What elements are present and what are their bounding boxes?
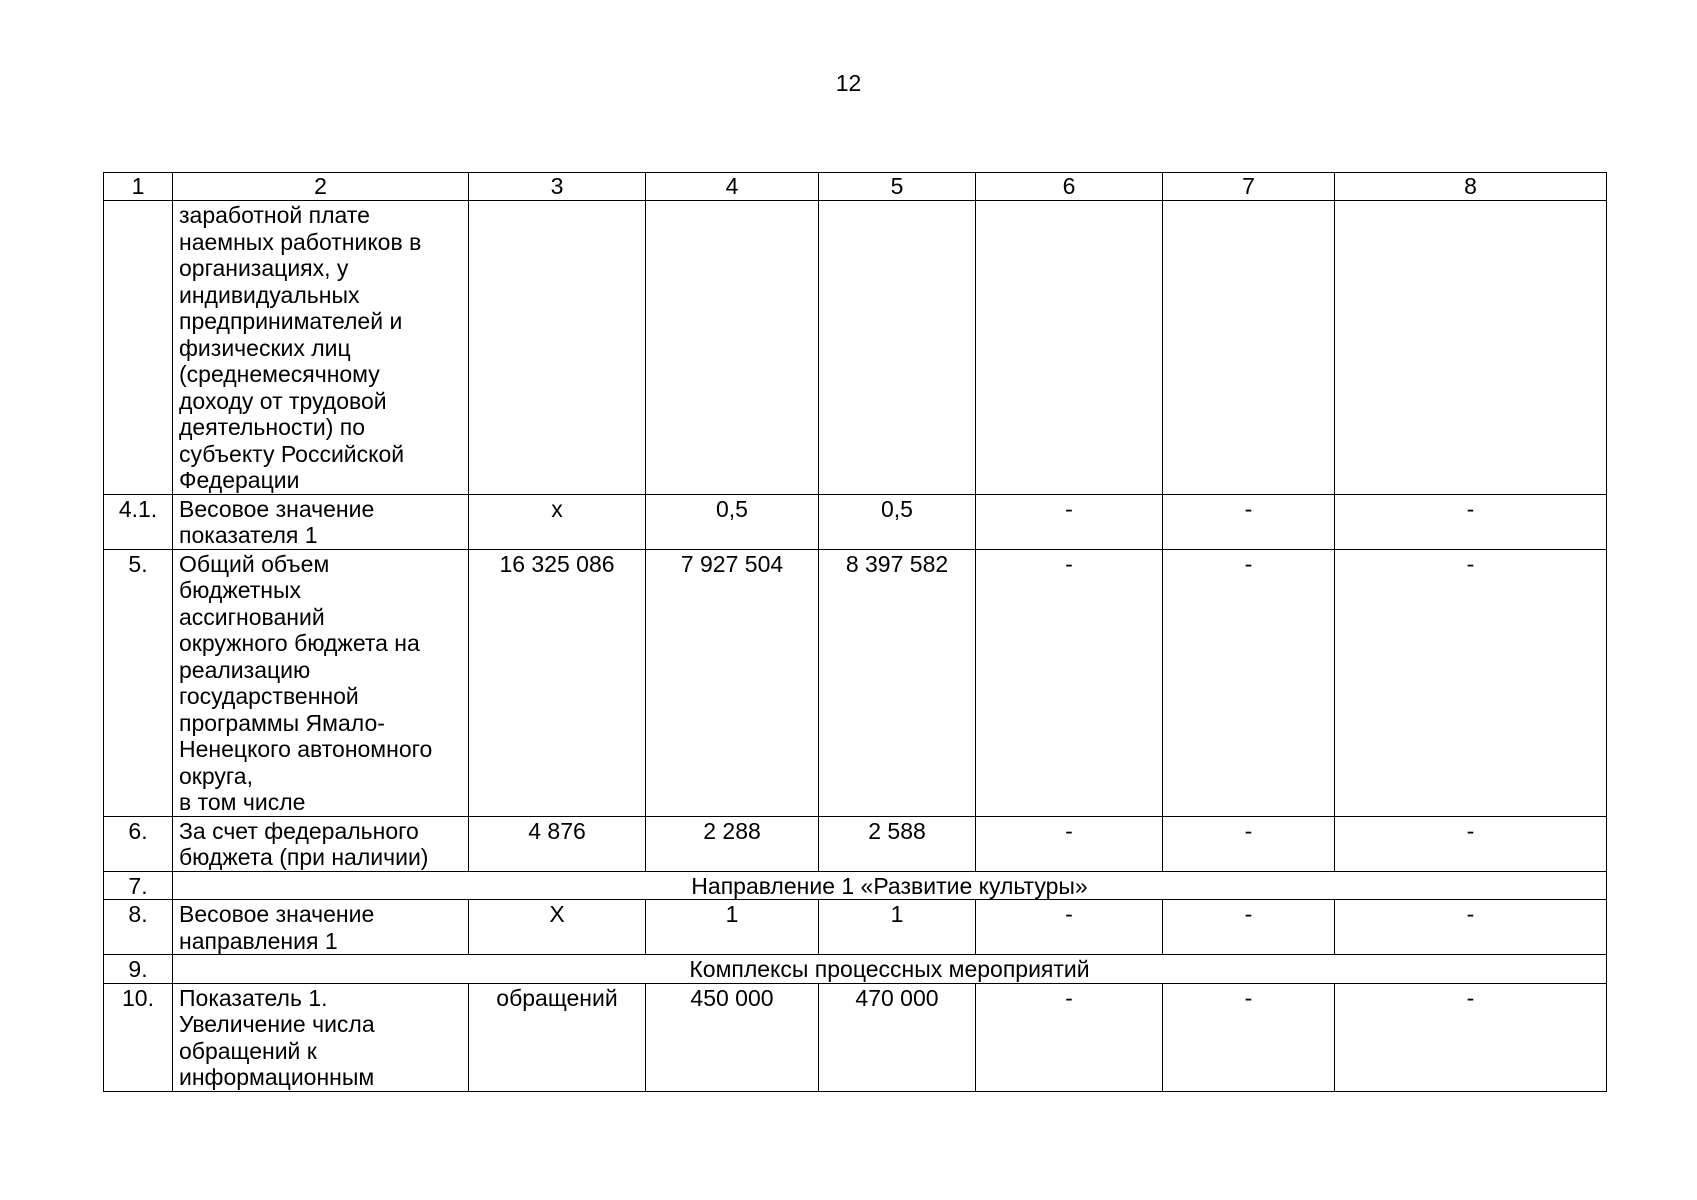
- row-number: 6.: [104, 816, 173, 871]
- cell-value: -: [976, 900, 1163, 955]
- cell-value: 0,5: [819, 494, 976, 549]
- cell-value: -: [1163, 549, 1335, 816]
- row-number: 4.1.: [104, 494, 173, 549]
- column-header: 5: [819, 173, 976, 201]
- table-row: [104, 983, 1607, 1091]
- page-number: 12: [835, 70, 862, 96]
- row-number: 8.: [104, 900, 173, 955]
- section-title: Комплексы процессных мероприятий: [173, 955, 1607, 984]
- row-number: 9.: [104, 955, 173, 984]
- cell-value: 2 588: [819, 816, 976, 871]
- cell-value: -: [1335, 494, 1607, 549]
- row-name: Общий объем бюджетных ассигнований окружного бюджета на реализацию государственной программы Ямало- Ненецкого автономного округа, в том числе: [173, 549, 469, 816]
- indicator-table: [103, 172, 1607, 1092]
- column-number-row: [104, 173, 1607, 201]
- row-name: Весовое значение показателя 1: [173, 494, 469, 549]
- cell-value: -: [976, 549, 1163, 816]
- column-header: 2: [173, 173, 469, 201]
- cell-value: [646, 201, 819, 495]
- column-header: 4: [646, 173, 819, 201]
- row-number: [104, 201, 173, 495]
- table-row: [104, 900, 1607, 955]
- column-header: 8: [1335, 173, 1607, 201]
- cell-value: -: [1335, 816, 1607, 871]
- cell-unit: обращений: [469, 983, 646, 1091]
- cell-value: 0,5: [646, 494, 819, 549]
- table-row: [104, 494, 1607, 549]
- column-header: 1: [104, 173, 173, 201]
- cell-value: 1: [819, 900, 976, 955]
- cell-value: -: [976, 983, 1163, 1091]
- cell-value: [1163, 201, 1335, 495]
- cell-value: [819, 201, 976, 495]
- cell-value: 2 288: [646, 816, 819, 871]
- cell-value: [976, 201, 1163, 495]
- cell-value: -: [1335, 983, 1607, 1091]
- section-row: [104, 871, 1607, 900]
- cell-value: -: [1163, 983, 1335, 1091]
- cell-value: [1335, 201, 1607, 495]
- cell-unit: [469, 201, 646, 495]
- cell-value: -: [1163, 900, 1335, 955]
- row-name: Показатель 1. Увеличение числа обращений к информационным: [173, 983, 469, 1091]
- cell-unit: 16 325 086: [469, 549, 646, 816]
- cell-value: -: [1335, 549, 1607, 816]
- table-row: [104, 549, 1607, 816]
- column-header: 7: [1163, 173, 1335, 201]
- cell-value: 470 000: [819, 983, 976, 1091]
- table-row: [104, 201, 1607, 495]
- cell-unit: x: [469, 494, 646, 549]
- cell-value: -: [976, 494, 1163, 549]
- cell-value: -: [1163, 816, 1335, 871]
- cell-value: 7 927 504: [646, 549, 819, 816]
- row-name: заработной плате наемных работников в организациях, у индивидуальных предпринимателей и физических лиц (среднемесячному доходу от трудовой деятельности) по субъекту Российской Федерации: [173, 201, 469, 495]
- row-number: 5.: [104, 549, 173, 816]
- column-header: 3: [469, 173, 646, 201]
- row-name: За счет федерального бюджета (при наличии): [173, 816, 469, 871]
- cell-value: -: [1163, 494, 1335, 549]
- cell-unit: Х: [469, 900, 646, 955]
- cell-value: 450 000: [646, 983, 819, 1091]
- row-name: Весовое значение направления 1: [173, 900, 469, 955]
- cell-value: -: [976, 816, 1163, 871]
- row-number: 10.: [104, 983, 173, 1091]
- column-header: 6: [976, 173, 1163, 201]
- cell-unit: 4 876: [469, 816, 646, 871]
- cell-value: -: [1335, 900, 1607, 955]
- section-title: Направление 1 «Развитие культуры»: [173, 871, 1607, 900]
- section-row: [104, 955, 1607, 984]
- row-number: 7.: [104, 871, 173, 900]
- table-row: [104, 816, 1607, 871]
- cell-value: 1: [646, 900, 819, 955]
- cell-value: 8 397 582: [819, 549, 976, 816]
